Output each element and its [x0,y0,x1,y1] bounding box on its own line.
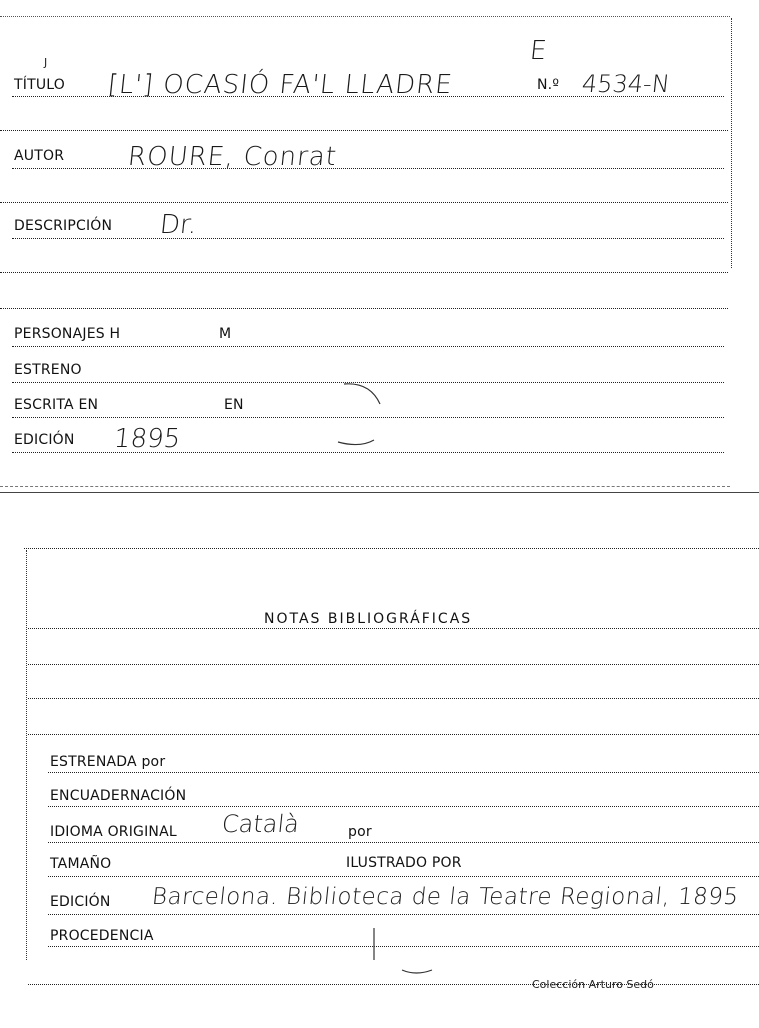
premiere-label: ESTRENO [14,362,82,378]
author-label: AUTOR [14,148,65,164]
description-value: Dr. [158,210,199,240]
card-top-edge [0,16,730,17]
original-language-line [48,842,759,843]
back-edition-value: Barcelona. Biblioteca de la Teatre Regional, 1895 [150,884,740,910]
edition-label: EDICIÓN [14,432,75,448]
written-en-label: EN [224,397,244,413]
number-value: 4534-N [580,70,672,98]
characters-m-label: M [219,326,232,342]
rule-line [0,272,728,273]
notes-heading: NOTAS BIBLIOGRÁFICAS [264,611,473,627]
tick-mark: J [44,56,48,69]
size-line [48,876,759,877]
size-label: TAMAÑO [50,856,112,872]
binding-label: ENCUADERNACIÓN [50,788,187,804]
title-line [12,96,724,97]
provenance-label: PROCEDENCIA [50,928,154,944]
author-value: ROURE, Conrat [126,142,339,172]
card-bottom-edge [0,486,730,487]
binding-line [48,806,759,807]
por-label: por [348,824,372,840]
title-label: TÍTULO [14,77,65,93]
notes-line [28,698,759,699]
original-language-value: Català [220,810,301,838]
edition-value: 1895 [112,424,182,454]
card-right-edge [731,18,732,268]
characters-line [12,346,724,347]
notes-line [28,734,759,735]
punch-hole-mark [362,920,442,982]
card-back-left-edge [26,550,27,960]
description-label: DESCRIPCIÓN [14,218,113,234]
rule-line [0,202,728,203]
card-separator [0,492,759,493]
number-label: N.º [537,77,560,93]
premiered-by-label: ESTRENADA por [50,754,166,770]
back-edition-label: EDICIÓN [50,894,111,910]
collection-stamp: Colección Arturo Sedó [532,978,654,991]
title-value: [L'] OCASIÓ FA'L LLADRE [106,70,455,100]
rule-line [0,130,728,131]
author-line [12,168,724,169]
notes-line [28,628,759,629]
illustrated-label: ILUSTRADO POR [346,855,462,871]
premiered-by-line [48,772,759,773]
characters-label: PERSONAJES H [14,326,121,342]
back-edition-line [48,914,759,915]
original-language-label: IDIOMA ORIGINAL [50,824,177,840]
rule-line [0,308,728,309]
written-label: ESCRITA EN [14,397,99,413]
edition-line [12,452,724,453]
punch-hole-mark [330,378,390,448]
notes-line [28,664,759,665]
description-line [12,238,724,239]
letter-marker: E [528,36,549,66]
card-back-top-edge [24,548,759,549]
